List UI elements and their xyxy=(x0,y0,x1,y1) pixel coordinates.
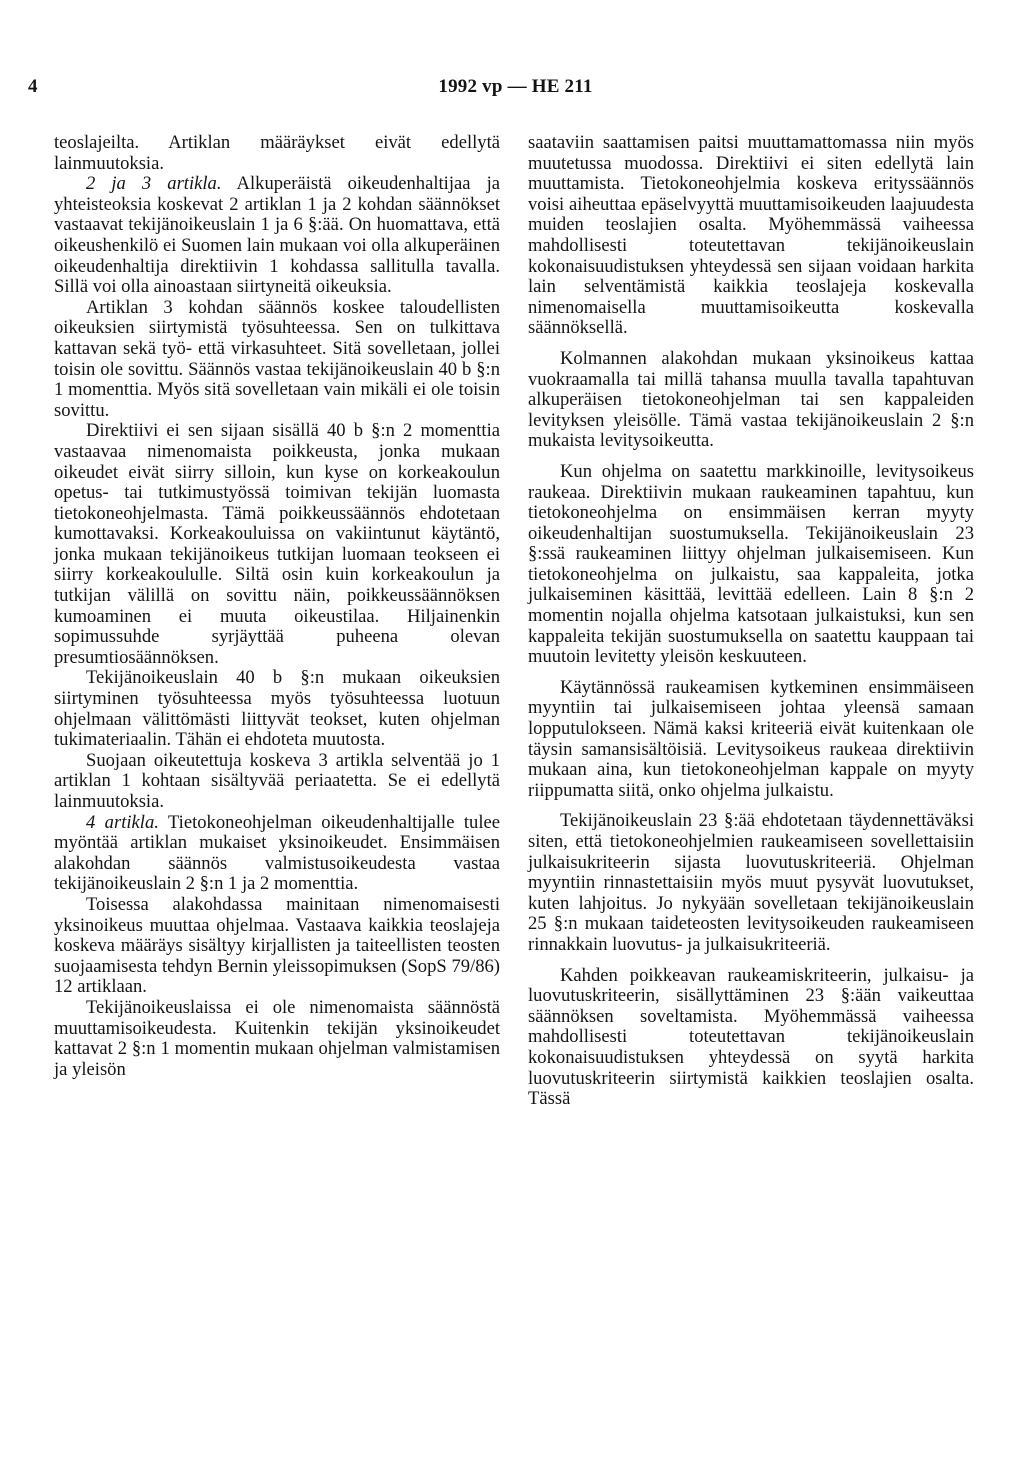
paragraph: Tekijänoikeuslaissa ei ole nimenomaista säännöstä muuttamisoikeudesta. Kuitenkin tekijän yksinoikeudet kattavat 2 §:n 1 momentin mukaan ohjelman valmistamisen ja yleisön xyxy=(54,996,500,1080)
left-column xyxy=(54,133,500,1080)
paragraph: Suojaan oikeutettuja koskeva 3 artikla selventää jo 1 artiklan 1 kohtaan sisältyvää periaatetta. Se ei edellytä lainmuutoksia. xyxy=(54,749,500,812)
paragraph: saataviin saattamisen paitsi muuttamattomassa niin myös muutetussa muodossa. Direktiivi ei siten edellytä lain muuttamista. Tietokoneohjelmia koskeva erityssäännös voisi aiheuttaa epäselvyyttä muuttamisoikeuden laajuudesta muiden teoslajien osalta. Myöhemmässä vaiheessa mahdollisesti toteutettavan tekijänoikeuslain kokonaisuudistuksen yhteydessä sen sijaan voidaan harkita lain selventämistä kaikkia teoslajeja koskevalla nimenomaisella muuttamisoikeutta koskevalla säännöksellä. xyxy=(528,132,974,339)
article-heading: 2 ja 3 artikla. xyxy=(86,173,222,195)
paragraph: Käytännössä raukeamisen kytkeminen ensimmäiseen myyntiin tai julkaisemiseen johtaa yleensä samaan lopputulokseen. Nämä kaksi kriteeriä eivät kuitenkaan ole täysin samansisältöisiä. Levitysoikeus raukeaa direktiivin mukaan aina, kun tietokoneohjelman kappale on myyty riippumatta siitä, onko ohjelma julkaistu. xyxy=(528,676,974,801)
paragraph: teoslajeilta. Artiklan määräykset eivät edellytä lainmuutoksia. xyxy=(54,132,500,174)
paragraph: 4 artikla. Tietokoneohjelman oikeudenhaltijalle tulee myöntää artiklan mukaiset yksinoikeudet. Ensimmäisen alakohdan säännös valmistusoikeudesta vastaa tekijänoikeuslain 2 §:n 1 ja 2 momenttia. xyxy=(54,811,500,895)
paragraph: Kun ohjelma on saatettu markkinoille, levitysoikeus raukeaa. Direktiivin mukaan raukeaminen tapahtuu, kun tietokoneohjelma on ensimmäisen kerran myyty oikeudenhaltijan suostumuksella. Tekijänoikeuslain 23 §:ssä raukeaminen liittyy ohjelman julkaisemiseen. Kun tietokoneohjelma on julkaistu, saa kappaleita, jotka julkaiseminen käsittää, levittää edelleen. Lain 8 §:n 2 momentin nojalla ohjelma katsotaan julkaistuksi, kun sen kappaleita tekijän suostumuksella on saatettu kauppaan tai muutoin levitetty yleisön keskuuteen. xyxy=(528,460,974,668)
article-heading: 4 artikla. xyxy=(86,811,159,833)
paragraph: Tekijänoikeuslain 23 §:ää ehdotetaan täydennettäväksi siten, että tietokoneohjelmien raukeamiseen sovellettaisiin julkaisukriteerin sijasta luovutuskriteeriä. Ohjelman myyntiin rinnastettaisiin myös muut pysyvät luovutukset, kuten lahjoitus. Jo nykyään sovelletaan tekijänoikeuslain 25 §:n mukaan taideteosten levitysoikeuden raukeamiseen rinnakkain luovutus- ja julkaisukriteeriä. xyxy=(528,810,974,955)
paragraph: Direktiivi ei sen sijaan sisällä 40 b §:n 2 momenttia vastaavaa nimenomaista poikkeusta, jonka mukaan oikeudet eivät siirry silloin, kun kyse on korkeakoulun opetus- tai tutkimustyössä toimivan tekijän luomasta tietokoneohjelmasta. Tämä poikkeussäännös ehdotetaan kumottavaksi. Korkeakouluissa on vakiintunut käytäntö, jonka mukaan tekijänoikeus tutkijan luomaan teokseen ei siirry korkeakoululle. Siltä osin kuin korkeakoulun ja tutkijan välillä on sovittu näin, poikkeussäännöksen kumoaminen ei muuta oikeustilaa. Hiljainenkin sopimussuhde syrjäyttää puheena olevan presumtiosäännöksen. xyxy=(54,420,500,668)
paragraph: Kahden poikkeavan raukeamiskriteerin, julkaisu- ja luovutuskriteerin, sisällyttäminen 23 §:ään vaikeuttaa säännöksen soveltamista. Myöhemmässä vaiheessa mahdollisesti toteutettavan tekijänoikeuslain kokonaisuudistuksen yhteydessä on syytä harkita luovutuskriteerin siirtymistä kaikkien teoslajien osalta. Tässä xyxy=(528,964,974,1110)
paragraph: Kolmannen alakohdan mukaan yksinoikeus kattaa vuokraamalla tai millä tahansa muulla tavalla tapahtuvan alkuperäisen tietokoneohjelman tai sen kappaleiden levityksen yleisölle. Tämä vastaa tekijänoikeuslain 2 §:n mukaista levitysoikeutta. xyxy=(528,347,974,452)
page-header xyxy=(28,76,1003,100)
paragraph: 2 ja 3 artikla. Alkuperäistä oikeudenhaltijaa ja yhteisteoksia koskevat 2 artiklan 1 ja 2 kohdan säännökset vastaavat tekijänoikeuslain 1 ja 6 §:ää. On huomattava, että oikeushenkilö ei Suomen lain mukaan voi olla alkuperäinen oikeudenhaltija direktiivin 1 kohdassa sallitulla tavalla. Sillä voi olla ainoastaan siirtyneitä oikeuksia. xyxy=(54,173,501,298)
page-number: 4 xyxy=(28,76,38,97)
running-head: 1992 vp — HE 211 xyxy=(438,76,593,97)
paragraph: Toisessa alakohdassa mainitaan nimenomaisesti yksinoikeus muuttaa ohjelmaa. Vastaava kaikkia teoslajeja koskeva määräys sisältyy kirjallisten ja taiteellisten teosten suojaamisesta tehdyn Bernin yleissopimuksen (SopS 79/86) 12 artiklaan. xyxy=(54,893,500,998)
paragraph: Artiklan 3 kohdan säännös koskee taloudellisten oikeuksien siirtymistä työsuhteessa. Sen on tulkittava kattavan sekä työ- että virkasuhteet. Sitä sovelletaan, jollei toisin ole sovittu. Säännös vastaa tekijänoikeuslain 40 b §:n 1 momenttia. Myös sitä sovelletaan vain mikäli ei ole toisin sovittu. xyxy=(54,296,500,421)
right-column xyxy=(528,133,974,1110)
paragraph: Tekijänoikeuslain 40 b §:n mukaan oikeuksien siirtyminen työsuhteessa myös työsuhteessa luotuun ohjelmaan välittömästi liittyvät teokset, kuten ohjelman tukimateriaalin. Tähän ei ehdoteta muutosta. xyxy=(54,667,500,751)
